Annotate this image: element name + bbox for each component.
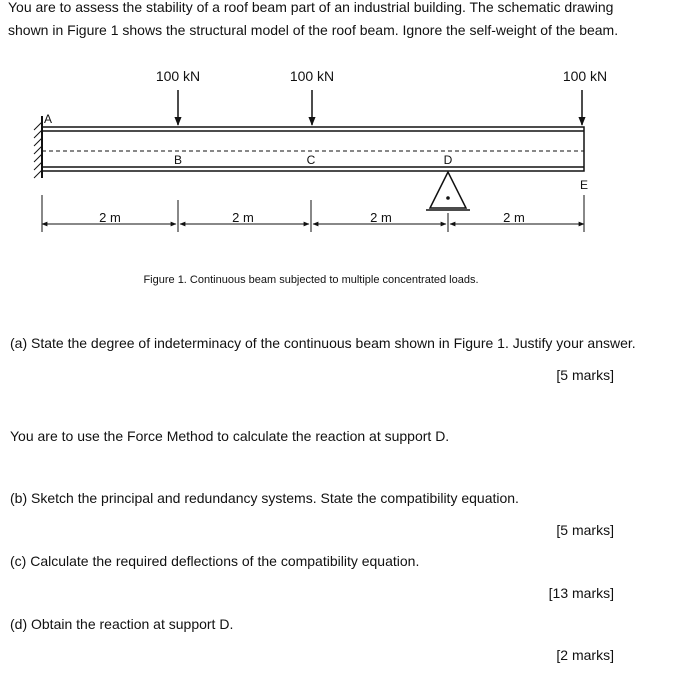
point-label-a: A <box>44 112 53 126</box>
load-label-e: 100 kN <box>562 68 608 84</box>
beam-figure <box>0 0 680 300</box>
span-label-cd: 2 m <box>370 210 392 225</box>
question-d-marks: [2 marks] <box>556 647 614 663</box>
figure-caption: Figure 1. Continuous beam subjected to multiple concentrated loads. <box>143 274 479 286</box>
intro-line-1: You are to assess the stability of a roof beam part of an industrial building. The schematic drawing <box>8 0 614 15</box>
question-b-text: (b) Sketch the principal and redundancy systems. State the compatibility equation. <box>10 490 519 506</box>
span-label-bc: 2 m <box>232 210 254 225</box>
question-c-text: (c) Calculate the required deflections of the compatibility equation. <box>10 553 420 569</box>
load-label-c: 100 kN <box>289 68 335 84</box>
point-label-e: E <box>579 178 589 192</box>
fixed-support-a <box>34 116 42 178</box>
intro-line-2: shown in Figure 1 shows the structural model of the roof beam. Ignore the self-weight of the beam. <box>8 22 619 38</box>
pin-support-d <box>426 172 470 210</box>
span-label-de: 2 m <box>503 210 525 225</box>
point-label-d: D <box>443 153 453 167</box>
point-label-b: B <box>173 153 183 167</box>
question-a-text: (a) State the degree of indeterminacy of the continuous beam shown in Figure 1. Justify your answer. <box>10 335 636 351</box>
question-b-marks: [5 marks] <box>556 522 614 538</box>
span-label-ab: 2 m <box>99 210 121 225</box>
question-a-marks: [5 marks] <box>556 367 614 383</box>
question-c-marks: [13 marks] <box>548 585 614 601</box>
load-label-b: 100 kN <box>155 68 201 84</box>
force-method-instruction: You are to use the Force Method to calculate the reaction at support D. <box>10 428 450 444</box>
point-label-c: C <box>306 153 316 167</box>
question-d-text: (d) Obtain the reaction at support D. <box>10 616 234 632</box>
